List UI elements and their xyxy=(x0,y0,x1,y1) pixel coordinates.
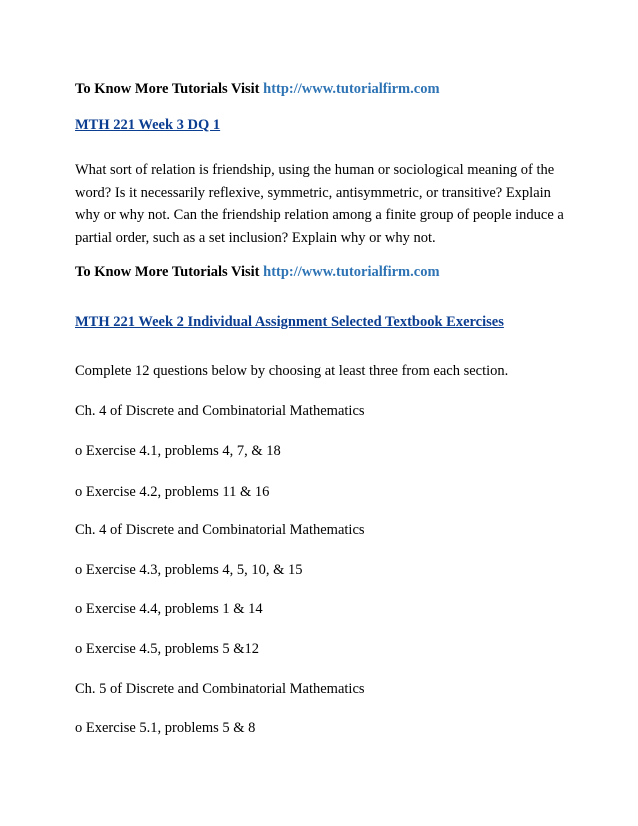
promo-link[interactable]: http://www.tutorialfirm.com xyxy=(263,81,440,97)
list-item: o Exercise 4.5, problems 5 &12 xyxy=(75,641,260,657)
list-item: o Exercise 4.2, problems 11 & 16 xyxy=(75,484,270,500)
section2-intro: Complete 12 questions below by choosing at least three from each section. xyxy=(75,363,509,379)
promo-link[interactable]: http://www.tutorialfirm.com xyxy=(263,264,440,280)
section1-title-link[interactable]: MTH 221 Week 3 DQ 1 xyxy=(75,117,221,133)
list-item: o Exercise 4.3, problems 4, 5, 10, & 15 xyxy=(75,562,303,578)
promo-label: To Know More Tutorials Visit xyxy=(75,81,260,97)
list-item: o Exercise 4.4, problems 1 & 14 xyxy=(75,601,263,617)
list-item: Ch. 4 of Discrete and Combinatorial Mathematics xyxy=(75,403,365,419)
promo-line-1 xyxy=(75,80,440,98)
promo-label: To Know More Tutorials Visit xyxy=(75,264,260,280)
list-item: o Exercise 5.1, problems 5 & 8 xyxy=(75,720,256,736)
list-item: Ch. 4 of Discrete and Combinatorial Mathematics xyxy=(75,522,365,538)
section2-title-link[interactable]: MTH 221 Week 2 Individual Assignment Selected Textbook Exercises xyxy=(75,314,504,330)
list-item: o Exercise 4.1, problems 4, 7, & 18 xyxy=(75,443,281,459)
promo-line-2 xyxy=(75,263,440,281)
section1-body: What sort of relation is friendship, using the human or sociological meaning of the word? Is it necessarily reflexive, symmetric, antisymmetric, or transitive? Explain why or why not. Can the friendship relation among a finite group of people induce a partial order, such as a set inclusion? Explain why or why not. xyxy=(75,162,564,246)
list-item: Ch. 5 of Discrete and Combinatorial Mathematics xyxy=(75,681,365,697)
